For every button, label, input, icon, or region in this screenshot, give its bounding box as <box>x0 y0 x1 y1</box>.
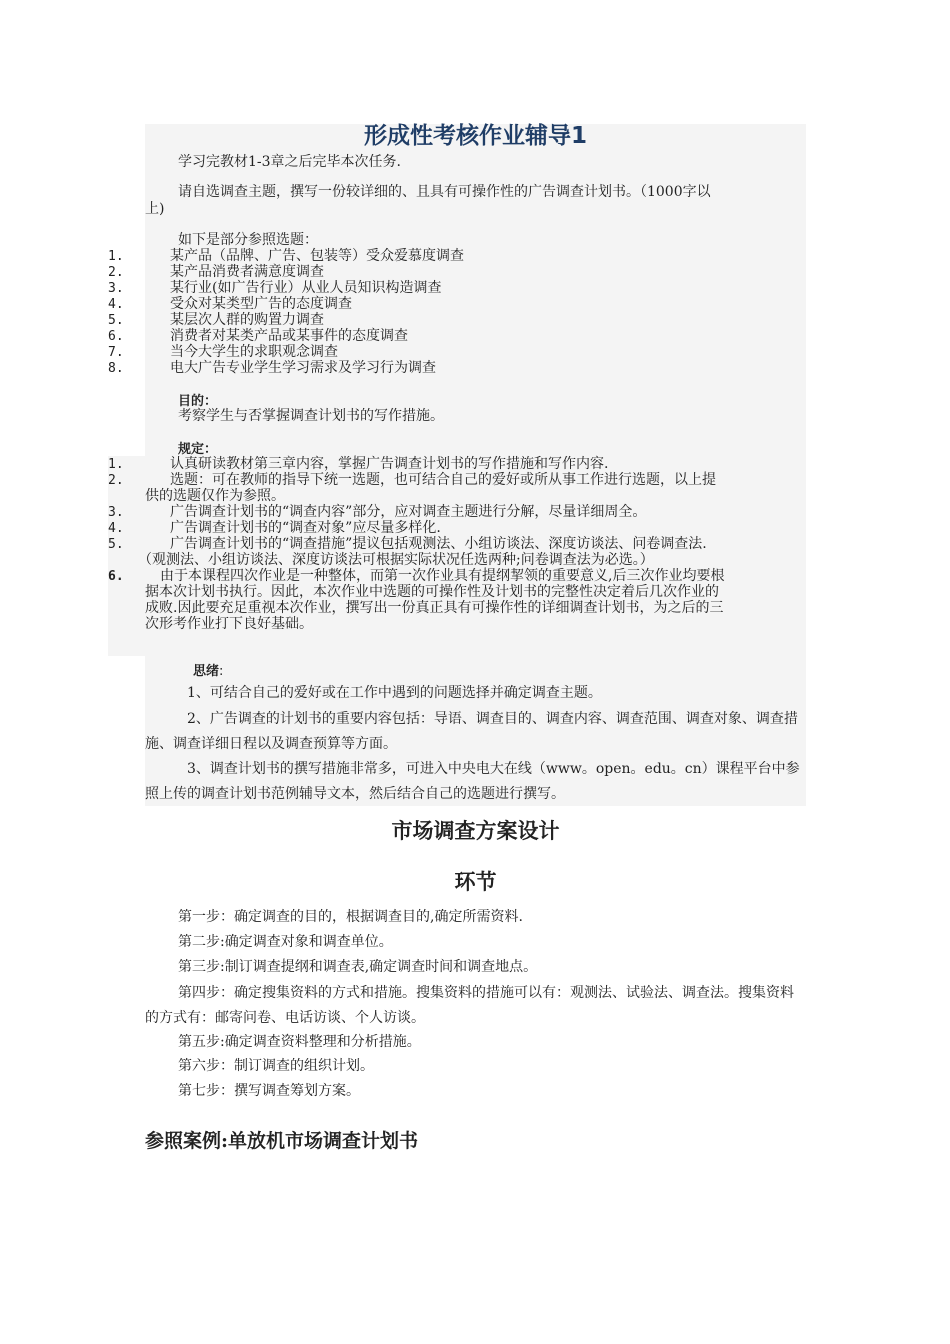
step-4: 第四步：确定搜集资料的方式和措施。搜集资料的措施可以有：观测法、试验法、调查法。搜集资料的方式有：邮寄问卷、电话访谈、个人访谈。 <box>145 985 794 1026</box>
list-item: 选题：可在教师的指导下统一选题，也可结合自己的爱好或所从事工作进行选题，以上提 <box>170 472 716 488</box>
list-item: 某产品消费者满意度调查 <box>170 264 324 280</box>
assignment-line-2: 上) <box>145 201 165 217</box>
intro-line: 学习完教材1-3章之后完毕本次任务. <box>178 154 401 170</box>
list-item: 广告调查计划书的“调查措施”提议包括观测法、小组访谈法、深度访谈法、问卷调查法. <box>170 536 707 552</box>
step-6: 第六步：制订调查的组织计划。 <box>178 1058 374 1074</box>
list-item: 受众对某类型广告的态度调查 <box>170 296 352 312</box>
list-item-continued: 据本次计划书执行。因此，本次作业中选题的可操作性及计划书的完整性决定着后几次作业的 <box>145 584 719 600</box>
list-item: 广告调查计划书的“调查内容”部分，应对调查主题进行分解，尽量详细周全。 <box>170 504 647 520</box>
list-number: 4. <box>108 521 124 536</box>
list-number: 3. <box>108 281 124 296</box>
list-number: 6. <box>108 569 124 584</box>
step-7: 第七步：撰写调查筹划方案。 <box>178 1083 360 1099</box>
step-5: 第五步:确定调查资料整理和分析措施。 <box>178 1034 421 1050</box>
list-item: 由于本课程四次作业是一种整体，而第一次作业具有提纲挈领的重要意义,后三次作业均要根 <box>160 568 725 584</box>
idea-1: 1、可结合自己的爱好或在工作中遇到的问题选择并确定调查主题。 <box>187 685 602 701</box>
doc-title: 形成性考核作业辅导1 <box>363 123 587 149</box>
list-number: 5. <box>108 313 124 328</box>
list-number: 6. <box>108 329 124 344</box>
list-number: 1. <box>108 249 124 264</box>
list-item: 广告调查计划书的“调查对象”应尽量多样化. <box>170 520 441 536</box>
list-item-continued: 成败.因此要充足重视本次作业，撰写出一份真正具有可操作性的详细调查计划书，为之后的三 <box>145 600 724 616</box>
section-subtitle: 环节 <box>454 869 497 894</box>
list-item: 当今大学生的求职观念调查 <box>170 344 338 360</box>
list-item-continued: 次形考作业打下良好基础。 <box>145 616 313 632</box>
ideas-label-colon: : <box>219 664 224 679</box>
step-3: 第三步:制订调查提纲和调查表,确定调查时间和调查地点。 <box>178 959 538 975</box>
list-item: 某行业(如广告行业）从业人员知识构造调查 <box>170 280 442 296</box>
step-1: 第一步：确定调查的目的，根据调查目的,确定所需资料. <box>178 909 523 925</box>
list-number: 1. <box>108 457 124 472</box>
list-number: 7. <box>108 345 124 360</box>
list-item-continued: （观测法、小组访谈法、深度访谈法可根据实际状况任选两种;问卷调查法为必选。） <box>138 552 654 568</box>
ideas-label-text: 思绪 <box>193 664 220 679</box>
step-2: 第二步:确定调查对象和调查单位。 <box>178 934 393 950</box>
idea-2: 2、广告调查的计划书的重要内容包括：导语、调查目的、调查内容、调查范围、调查对象、调查措施、调查详细日程以及调查预算等方面。 <box>145 711 798 752</box>
list-number: 2. <box>108 473 124 488</box>
case-title: 参照案例:单放机市场调查计划书 <box>145 1130 419 1152</box>
idea-3: 3、调查计划书的撰写措施非常多，可进入中央电大在线（www。open。edu。cn）课程平台中参照上传的调查计划书范例辅导文本，然后结合自己的选题进行撰写。 <box>145 761 800 802</box>
list-item-continued: 供的选题仅作为参照。 <box>145 488 285 504</box>
list-item: 某层次人群的购置力调查 <box>170 312 324 328</box>
assignment-line-1: 请自选调查主题，撰写一份较详细的、且具有可操作性的广告调查计划书。（1000字以 <box>178 184 711 200</box>
section-title: 市场调查方案设计 <box>391 818 560 843</box>
ideas-label <box>193 660 223 679</box>
purpose-label: 目的： <box>178 394 218 409</box>
list-number: 5. <box>108 537 124 552</box>
rules-label: 规定： <box>178 442 218 457</box>
list-number: 2. <box>108 265 124 280</box>
topics-intro: 如下是部分参照选题： <box>178 232 318 248</box>
list-item: 消费者对某类产品或某事件的态度调查 <box>170 328 408 344</box>
list-item: 某产品（品牌、广告、包装等）受众爱慕度调查 <box>170 248 464 264</box>
list-number: 3. <box>108 505 124 520</box>
list-number: 8. <box>108 361 124 376</box>
list-number: 4. <box>108 297 124 312</box>
list-item: 认真研读教材第三章内容，掌握广告调查计划书的写作措施和写作内容. <box>170 456 609 472</box>
purpose-text: 考察学生与否掌握调查计划书的写作措施。 <box>178 408 444 424</box>
list-item: 电大广告专业学生学习需求及学习行为调查 <box>170 360 436 376</box>
